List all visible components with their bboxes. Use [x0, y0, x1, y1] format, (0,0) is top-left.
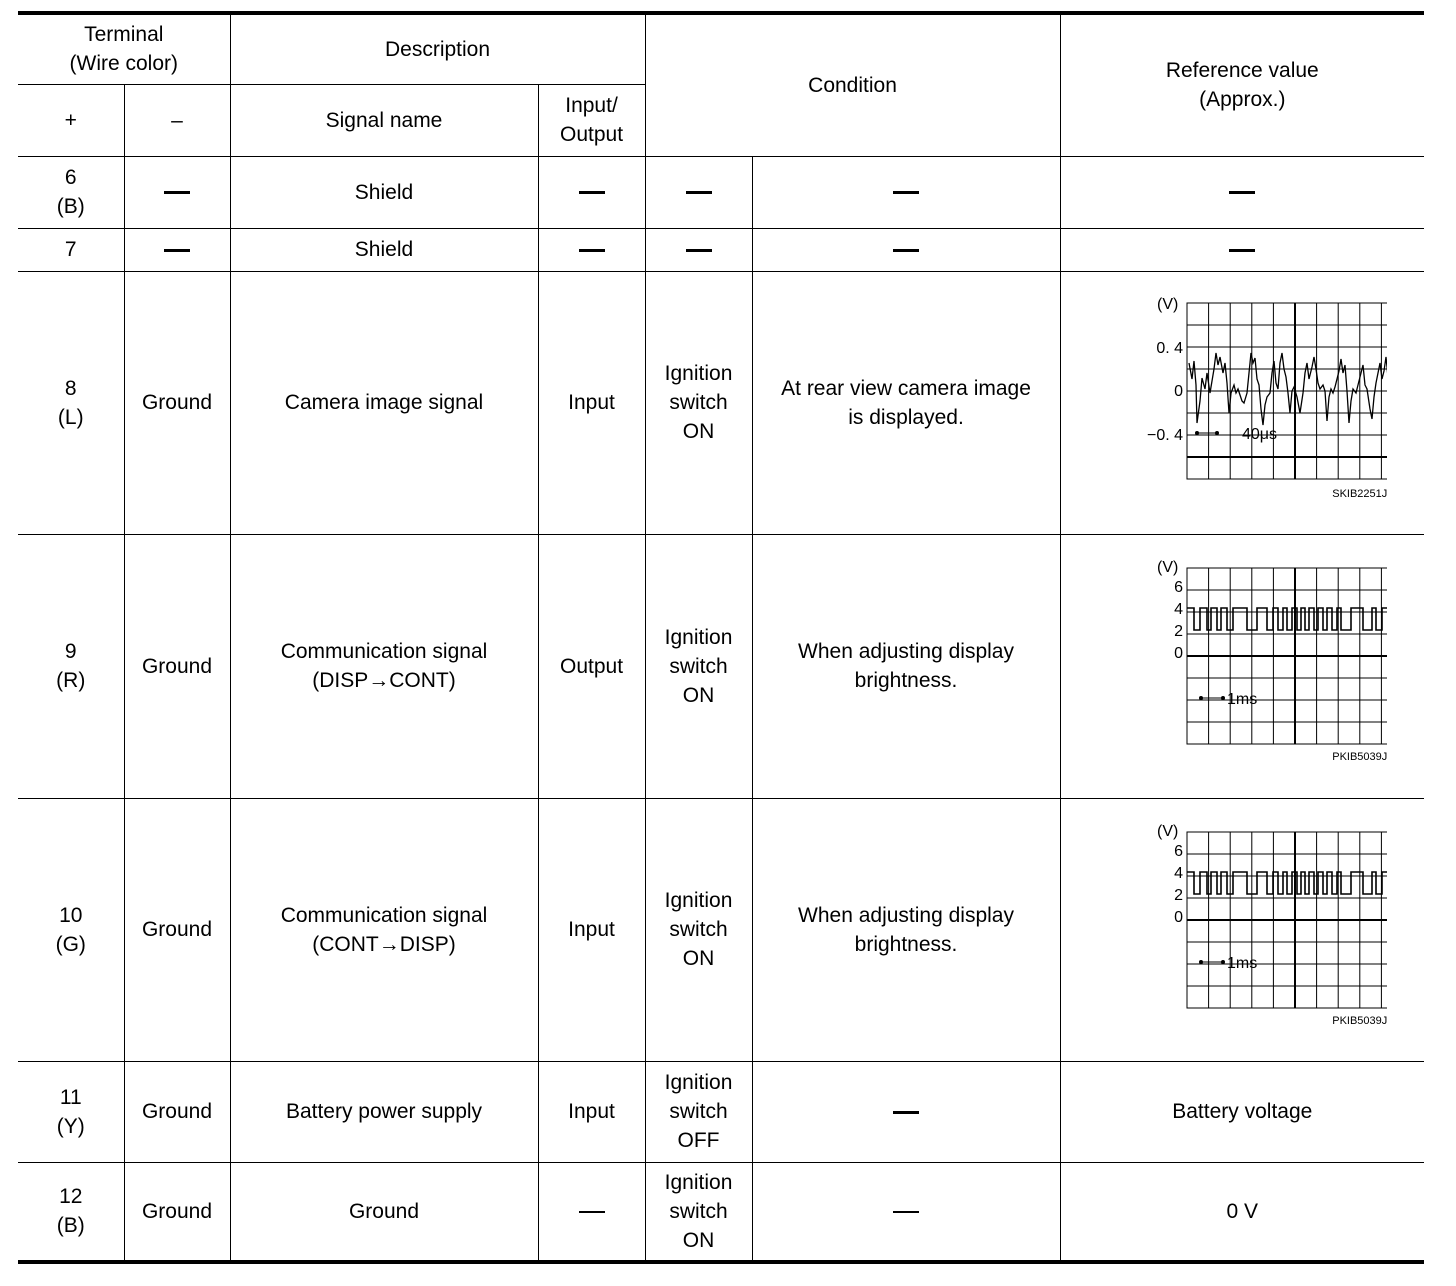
- condition-switch: Ignition switch ON: [645, 1162, 752, 1262]
- table-row: [18, 534, 1424, 798]
- reference-value: [1060, 534, 1424, 798]
- terminal-plus: 11 (Y): [18, 1061, 124, 1162]
- condition-detail: At rear view camera image is displayed.: [752, 271, 1060, 534]
- minus-header: –: [124, 84, 230, 156]
- condition-detail: When adjusting display brightness.: [752, 534, 1060, 798]
- io: Output: [538, 534, 645, 798]
- terminal-reference-table: [18, 11, 1424, 1264]
- scope-unit: (V): [1157, 295, 1179, 313]
- terminal-minus: Ground: [124, 271, 230, 534]
- condition-detail: [752, 156, 1060, 228]
- terminal-minus: Ground: [124, 1162, 230, 1262]
- signal-name: Shield: [230, 156, 538, 228]
- io: Input: [538, 271, 645, 534]
- scope-tick: 2: [1174, 623, 1184, 640]
- table-row: [18, 1162, 1424, 1262]
- scope-tick: 6: [1174, 842, 1184, 860]
- terminal-plus: 12 (B): [18, 1162, 124, 1262]
- reference-value: [1060, 228, 1424, 271]
- terminal-plus: 7: [18, 228, 124, 271]
- scope-tick: 4: [1174, 864, 1184, 882]
- io: [538, 1162, 645, 1262]
- condition-detail: [752, 228, 1060, 271]
- scope-timebase: 1ms: [1227, 691, 1258, 708]
- terminal-header: Terminal (Wire color): [18, 13, 230, 84]
- condition-detail: [752, 1061, 1060, 1162]
- condition-switch: Ignition switch OFF: [645, 1061, 752, 1162]
- disp-to-cont-waveform: [1097, 556, 1387, 776]
- terminal-minus: Ground: [124, 534, 230, 798]
- condition-detail: [752, 1162, 1060, 1262]
- table-row: [18, 271, 1424, 534]
- scope-tick: 0: [1174, 645, 1184, 662]
- table-row: [18, 228, 1424, 271]
- scope-tick: 2: [1174, 886, 1184, 904]
- reference-value: 0 V: [1060, 1162, 1424, 1262]
- reference-value: [1060, 271, 1424, 534]
- terminal-minus: [124, 156, 230, 228]
- terminal-minus: Ground: [124, 798, 230, 1061]
- figure-code: PKIB5039J: [1332, 1014, 1388, 1027]
- condition-switch: [645, 228, 752, 271]
- io-header: Input/ Output: [538, 84, 645, 156]
- scope-tick: 0: [1174, 382, 1184, 400]
- io: Input: [538, 1061, 645, 1162]
- terminal-plus: 10 (G): [18, 798, 124, 1061]
- scope-tick: 0. 4: [1156, 339, 1184, 357]
- table-row: [18, 798, 1424, 1061]
- scope-tick: 6: [1174, 579, 1184, 596]
- scope-tick: 0: [1174, 908, 1184, 926]
- scope-unit: (V): [1157, 822, 1179, 840]
- signal-name-header: Signal name: [230, 84, 538, 156]
- description-header: Description: [230, 13, 645, 84]
- terminal-plus: 8 (L): [18, 271, 124, 534]
- signal-name: Shield: [230, 228, 538, 271]
- scope-timebase: 1ms: [1227, 954, 1258, 972]
- table-row: [18, 1061, 1424, 1162]
- reference-value: [1060, 156, 1424, 228]
- io: Input: [538, 798, 645, 1061]
- scope-tick: 4: [1174, 601, 1184, 618]
- scope-tick: −0. 4: [1147, 426, 1184, 444]
- condition-switch: Ignition switch ON: [645, 534, 752, 798]
- scope-timebase: 40μs: [1242, 425, 1278, 443]
- reference-value: Battery voltage: [1060, 1061, 1424, 1162]
- condition-switch: Ignition switch ON: [645, 798, 752, 1061]
- terminal-minus: [124, 228, 230, 271]
- signal-name: Communication signal (CONT→DISP): [230, 798, 538, 1061]
- condition-switch: [645, 156, 752, 228]
- signal-name: Battery power supply: [230, 1061, 538, 1162]
- condition-header: Condition: [645, 13, 1060, 156]
- camera-signal-waveform: [1097, 293, 1387, 513]
- signal-name: Ground: [230, 1162, 538, 1262]
- figure-code: SKIB2251J: [1332, 487, 1388, 500]
- figure-code: PKIB5039J: [1332, 751, 1388, 763]
- terminal-plus: 6 (B): [18, 156, 124, 228]
- condition-detail: When adjusting display brightness.: [752, 798, 1060, 1061]
- condition-switch: Ignition switch ON: [645, 271, 752, 534]
- io: [538, 156, 645, 228]
- io: [538, 228, 645, 271]
- cont-to-disp-waveform: [1097, 820, 1387, 1040]
- signal-name: Camera image signal: [230, 271, 538, 534]
- scope-unit: (V): [1157, 559, 1179, 576]
- signal-name: Communication signal (DISP→CONT): [230, 534, 538, 798]
- table-row: [18, 156, 1424, 228]
- plus-header: +: [18, 84, 124, 156]
- reference-header: Reference value (Approx.): [1060, 13, 1424, 156]
- terminal-plus: 9 (R): [18, 534, 124, 798]
- reference-value: [1060, 798, 1424, 1061]
- terminal-minus: Ground: [124, 1061, 230, 1162]
